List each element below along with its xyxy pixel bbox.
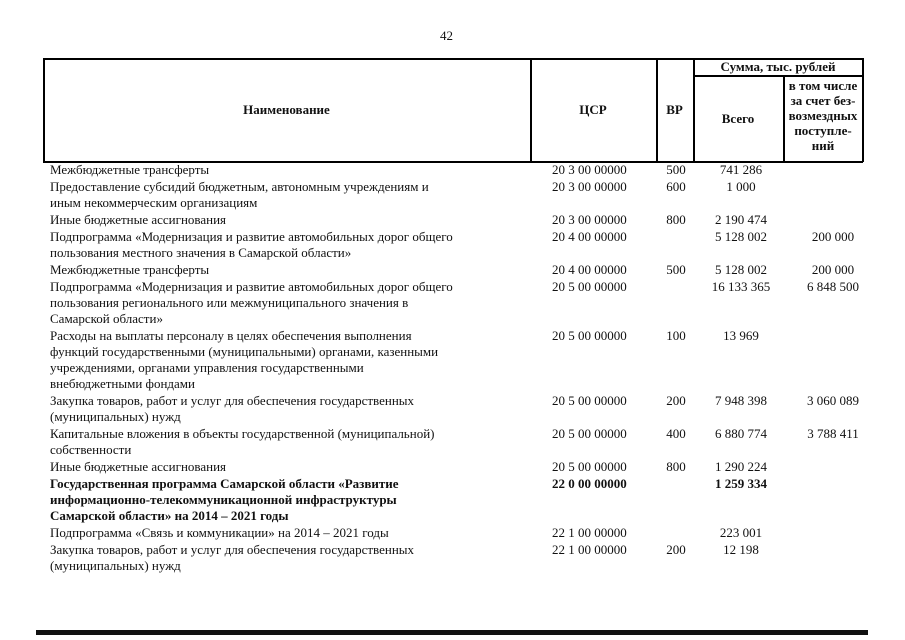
row-csr: 20 4 00 00000: [552, 229, 627, 244]
row-csr: 20 5 00 00000: [552, 393, 627, 408]
row-csr: 20 3 00 00000: [552, 162, 627, 177]
row-name-line: пользования местного значения в Самарской области»: [50, 245, 352, 260]
row-vr: 100: [666, 328, 686, 343]
row-name-line: Закупка товаров, работ и услуг для обеспечения государственных: [50, 542, 415, 557]
table-row: [0, 459, 905, 475]
row-name-line: Подпрограмма «Модернизация и развитие автомобильных дорог общего: [50, 229, 453, 244]
row-csr: 20 5 00 00000: [552, 328, 627, 343]
row-name-line: Предоставление субсидий бюджетным, автономным учреждениям и: [50, 179, 429, 194]
row-total: 6 880 774: [715, 426, 767, 441]
row-vr: 800: [666, 212, 686, 227]
row-name-line: пользования регионального или межмуниципального значения в: [50, 295, 409, 310]
row-name-line: учреждениями, органами управления государственными: [50, 360, 364, 375]
header-grant-line: ний: [811, 138, 835, 153]
row-total: 12 198: [723, 542, 759, 557]
row-name: [50, 393, 530, 425]
table-row: [0, 262, 905, 278]
table-row: [0, 212, 905, 228]
row-total: 2 190 474: [715, 212, 767, 227]
header-csr: ЦСР: [579, 102, 607, 117]
table-row: [0, 426, 905, 458]
row-total: 223 001: [719, 525, 763, 540]
header-grant-line: в том числе: [788, 78, 858, 93]
row-grant: 6 848 500: [807, 279, 859, 294]
row-name-line: Межбюджетные трансферты: [50, 262, 210, 277]
row-total: 5 128 002: [715, 229, 767, 244]
row-csr: 22 0 00 00000: [552, 476, 627, 491]
row-csr: 20 3 00 00000: [552, 179, 627, 194]
table-row: [0, 229, 905, 261]
row-name-line: собственности: [50, 442, 132, 457]
row-name-line: Подпрограмма «Модернизация и развитие автомобильных дорог общего: [50, 279, 453, 294]
header-total: Всего: [721, 111, 755, 126]
row-vr: 500: [666, 262, 686, 277]
table-row: [0, 179, 905, 211]
row-grant: 3 060 089: [807, 393, 859, 408]
row-name-line: иным некоммерческим организациям: [50, 195, 258, 210]
row-total: 5 128 002: [715, 262, 767, 277]
row-vr: 400: [666, 426, 686, 441]
row-total: 1 000: [726, 179, 756, 194]
row-name: [50, 525, 530, 541]
row-csr: 22 1 00 00000: [552, 542, 627, 557]
row-total: 1 290 224: [715, 459, 767, 474]
table-row: [0, 476, 905, 524]
row-csr: 20 5 00 00000: [552, 426, 627, 441]
row-csr: 20 4 00 00000: [552, 262, 627, 277]
header-sum: Сумма, тыс. рублей: [720, 59, 836, 74]
page-number: 42: [440, 28, 453, 43]
row-name-line: Самарской области» на 2014 – 2021 годы: [50, 508, 289, 523]
table-row: [0, 542, 905, 574]
header-name: Наименование: [243, 102, 330, 117]
row-vr: 800: [666, 459, 686, 474]
row-name-line: Самарской области»: [50, 311, 163, 326]
row-total: 13 969: [723, 328, 759, 343]
row-name: [50, 542, 530, 574]
row-grant: 200 000: [811, 262, 855, 277]
row-vr: 500: [666, 162, 686, 177]
row-name: [50, 476, 530, 524]
row-name: [50, 212, 530, 228]
row-name-line: информационно-телекоммуникационной инфраструктуры: [50, 492, 397, 507]
table-header: [43, 58, 863, 162]
row-name-line: Капитальные вложения в объекты государственной (муниципальной): [50, 426, 435, 441]
row-name-line: Государственная программа Самарской области «Развитие: [50, 476, 399, 491]
header-grant-line: возмездных: [788, 108, 858, 123]
page-bottom-border: [36, 630, 868, 635]
row-vr: 200: [666, 542, 686, 557]
header-grant-line: поступле-: [794, 123, 852, 138]
header-grant: [783, 78, 863, 153]
row-name: [50, 279, 530, 327]
row-name-line: Расходы на выплаты персоналу в целях обеспечения выполнения: [50, 328, 412, 343]
row-grant: 200 000: [811, 229, 855, 244]
row-vr: 200: [666, 393, 686, 408]
header-grant-line: за счет без-: [790, 93, 856, 108]
row-name: [50, 162, 530, 178]
row-name-line: функций государственными (муниципальными) органами, казенными: [50, 344, 439, 359]
row-name: [50, 229, 530, 261]
row-name: [50, 328, 530, 392]
table-row: [0, 279, 905, 327]
row-total: 741 286: [719, 162, 763, 177]
row-csr: 22 1 00 00000: [552, 525, 627, 540]
row-total: 16 133 365: [711, 279, 771, 294]
row-name-line: Закупка товаров, работ и услуг для обеспечения государственных: [50, 393, 415, 408]
row-name-line: (муниципальных) нужд: [50, 558, 181, 573]
row-name: [50, 459, 530, 475]
row-total: 7 948 398: [715, 393, 767, 408]
header-vr: ВР: [666, 102, 683, 117]
row-vr: 600: [666, 179, 686, 194]
table-row: [0, 162, 905, 178]
row-name: [50, 426, 530, 458]
row-csr: 20 5 00 00000: [552, 279, 627, 294]
row-csr: 20 5 00 00000: [552, 459, 627, 474]
table-row: [0, 525, 905, 541]
row-grant: 3 788 411: [807, 426, 859, 441]
row-total: 1 259 334: [715, 476, 767, 491]
row-csr: 20 3 00 00000: [552, 212, 627, 227]
row-name-line: Иные бюджетные ассигнования: [50, 212, 227, 227]
row-name-line: Иные бюджетные ассигнования: [50, 459, 227, 474]
table-row: [0, 328, 905, 392]
row-name-line: внебюджетными фондами: [50, 376, 195, 391]
row-name: [50, 179, 530, 211]
table-row: [0, 393, 905, 425]
row-name: [50, 262, 530, 278]
row-name-line: Подпрограмма «Связь и коммуникации» на 2014 – 2021 годы: [50, 525, 389, 540]
row-name-line: (муниципальных) нужд: [50, 409, 181, 424]
row-name-line: Межбюджетные трансферты: [50, 162, 210, 177]
